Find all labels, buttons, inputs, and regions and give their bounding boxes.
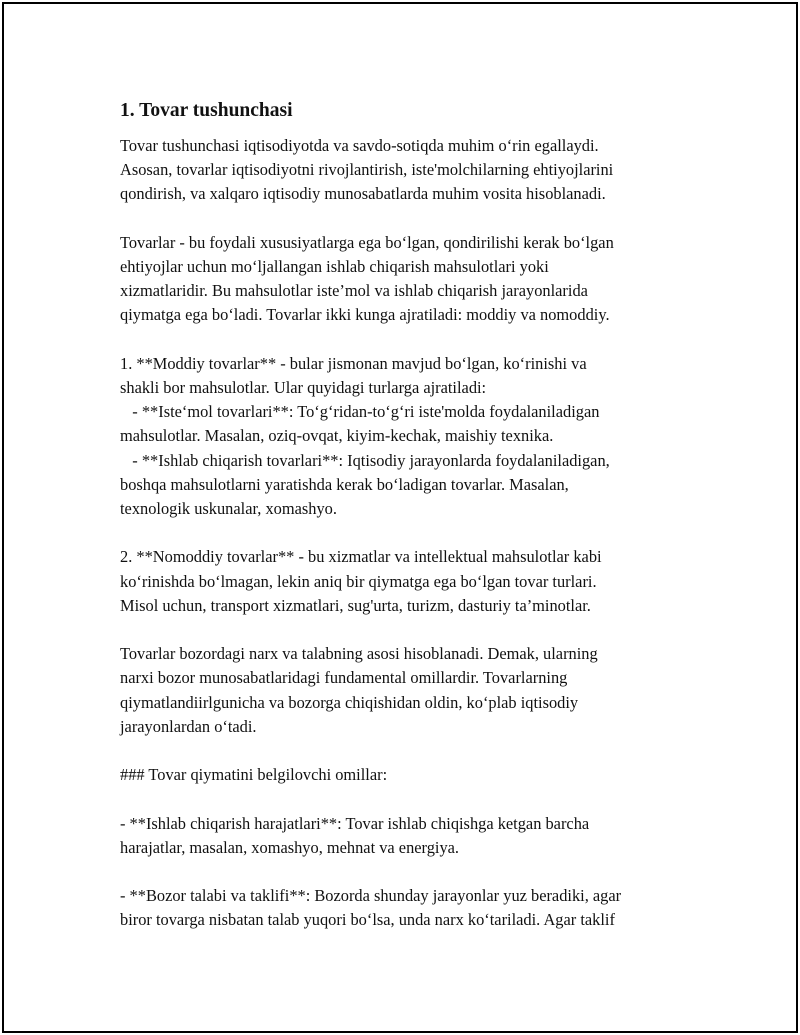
page-frame [2,2,798,1033]
list-item-supply-demand: - **Bozor talabi va taklifi**: Bozorda shunday jarayonlar yuz beradiki, agar biror tovarga nisbatan talab yuqori bo‘lsa, unda narx ko‘tariladi. Agar taklif [120,886,622,930]
document-body [120,98,690,933]
section-heading-value-factors: ### Tovar qiymatini belgilovchi omillar: [120,765,388,785]
list-item-production-costs: - **Ishlab chiqarish harajatlari**: Tovar ishlab chiqishga ketgan barcha harajatlar, masalan, xomashyo, mehnat va energiya. [120,813,590,857]
paragraph-definition: Tovarlar - bu foydali xususiyatlarga ega bo‘lgan, qondirilishi kerak bo‘lgan ehtiyojlar uchun mo‘ljallangan ishlab chiqarish mahsulotlari yoki xizmatlaridir. Bu mahsulotlar iste’mol va ishlab chiqarish jarayonlarida qiymatga ega bo‘ladi. Tovarlar ikki kunga ajratiladi: moddiy va nomoddiy. [120,232,614,325]
paragraph-intro: Tovar tushunchasi iqtisodiyotda va savdo-sotiqda muhim o‘rin egallaydi. Asosan, tovarlar iqtisodiyotni rivojlantirish, iste'molchilarning ehtiyojlarini qondirish, va xalqaro iqtisodiy munosabatlarda muhim vosita hisoblanadi. [120,136,614,204]
page-title: 1. Tovar tushunchasi [120,100,293,121]
paragraph-market-price: Tovarlar bozordagi narx va talabning asosi hisoblanadi. Demak, ularning narxi bozor munosabatlaridagi fundamental omillardir. Tovarlarning qiymatlandiirlgunicha va bozorga chiqishidan oldin, ko‘plab iqtisodiy jarayonlardan o‘tadi. [120,644,598,736]
paragraph-material-goods: 1. **Moddiy tovarlar** - bular jismonan mavjud bo‘lgan, ko‘rinishi va shakli bor mahsulotlar. Ular quyidagi turlarga ajratiladi: - **Iste‘mol tovarlari**: To‘g‘ridan-to‘g‘ri iste'molda foydalaniladigan mahsulotlar. Masalan, oziq-ovqat, kiyim-kechak, maishiy texnika. - **Ishlab chiqarish tovarlari**: Iqtisodiy jarayonlarda foydalaniladigan, boshqa mahsulotlarni yaratishda kerak bo‘ladigan tovarlar. Masalan, texnologik uskunalar, xomashyo. [120,353,610,519]
paragraph-intangible-goods: 2. **Nomoddiy tovarlar** - bu xizmatlar va intellektual mahsulotlar kabi ko‘rinishda bo‘lmagan, lekin aniq bir qiymatga ega bo‘lgan tovar turlari. Misol uchun, transport xizmatlari, sug'urta, turizm, dasturiy ta’minotlar. [120,547,602,615]
